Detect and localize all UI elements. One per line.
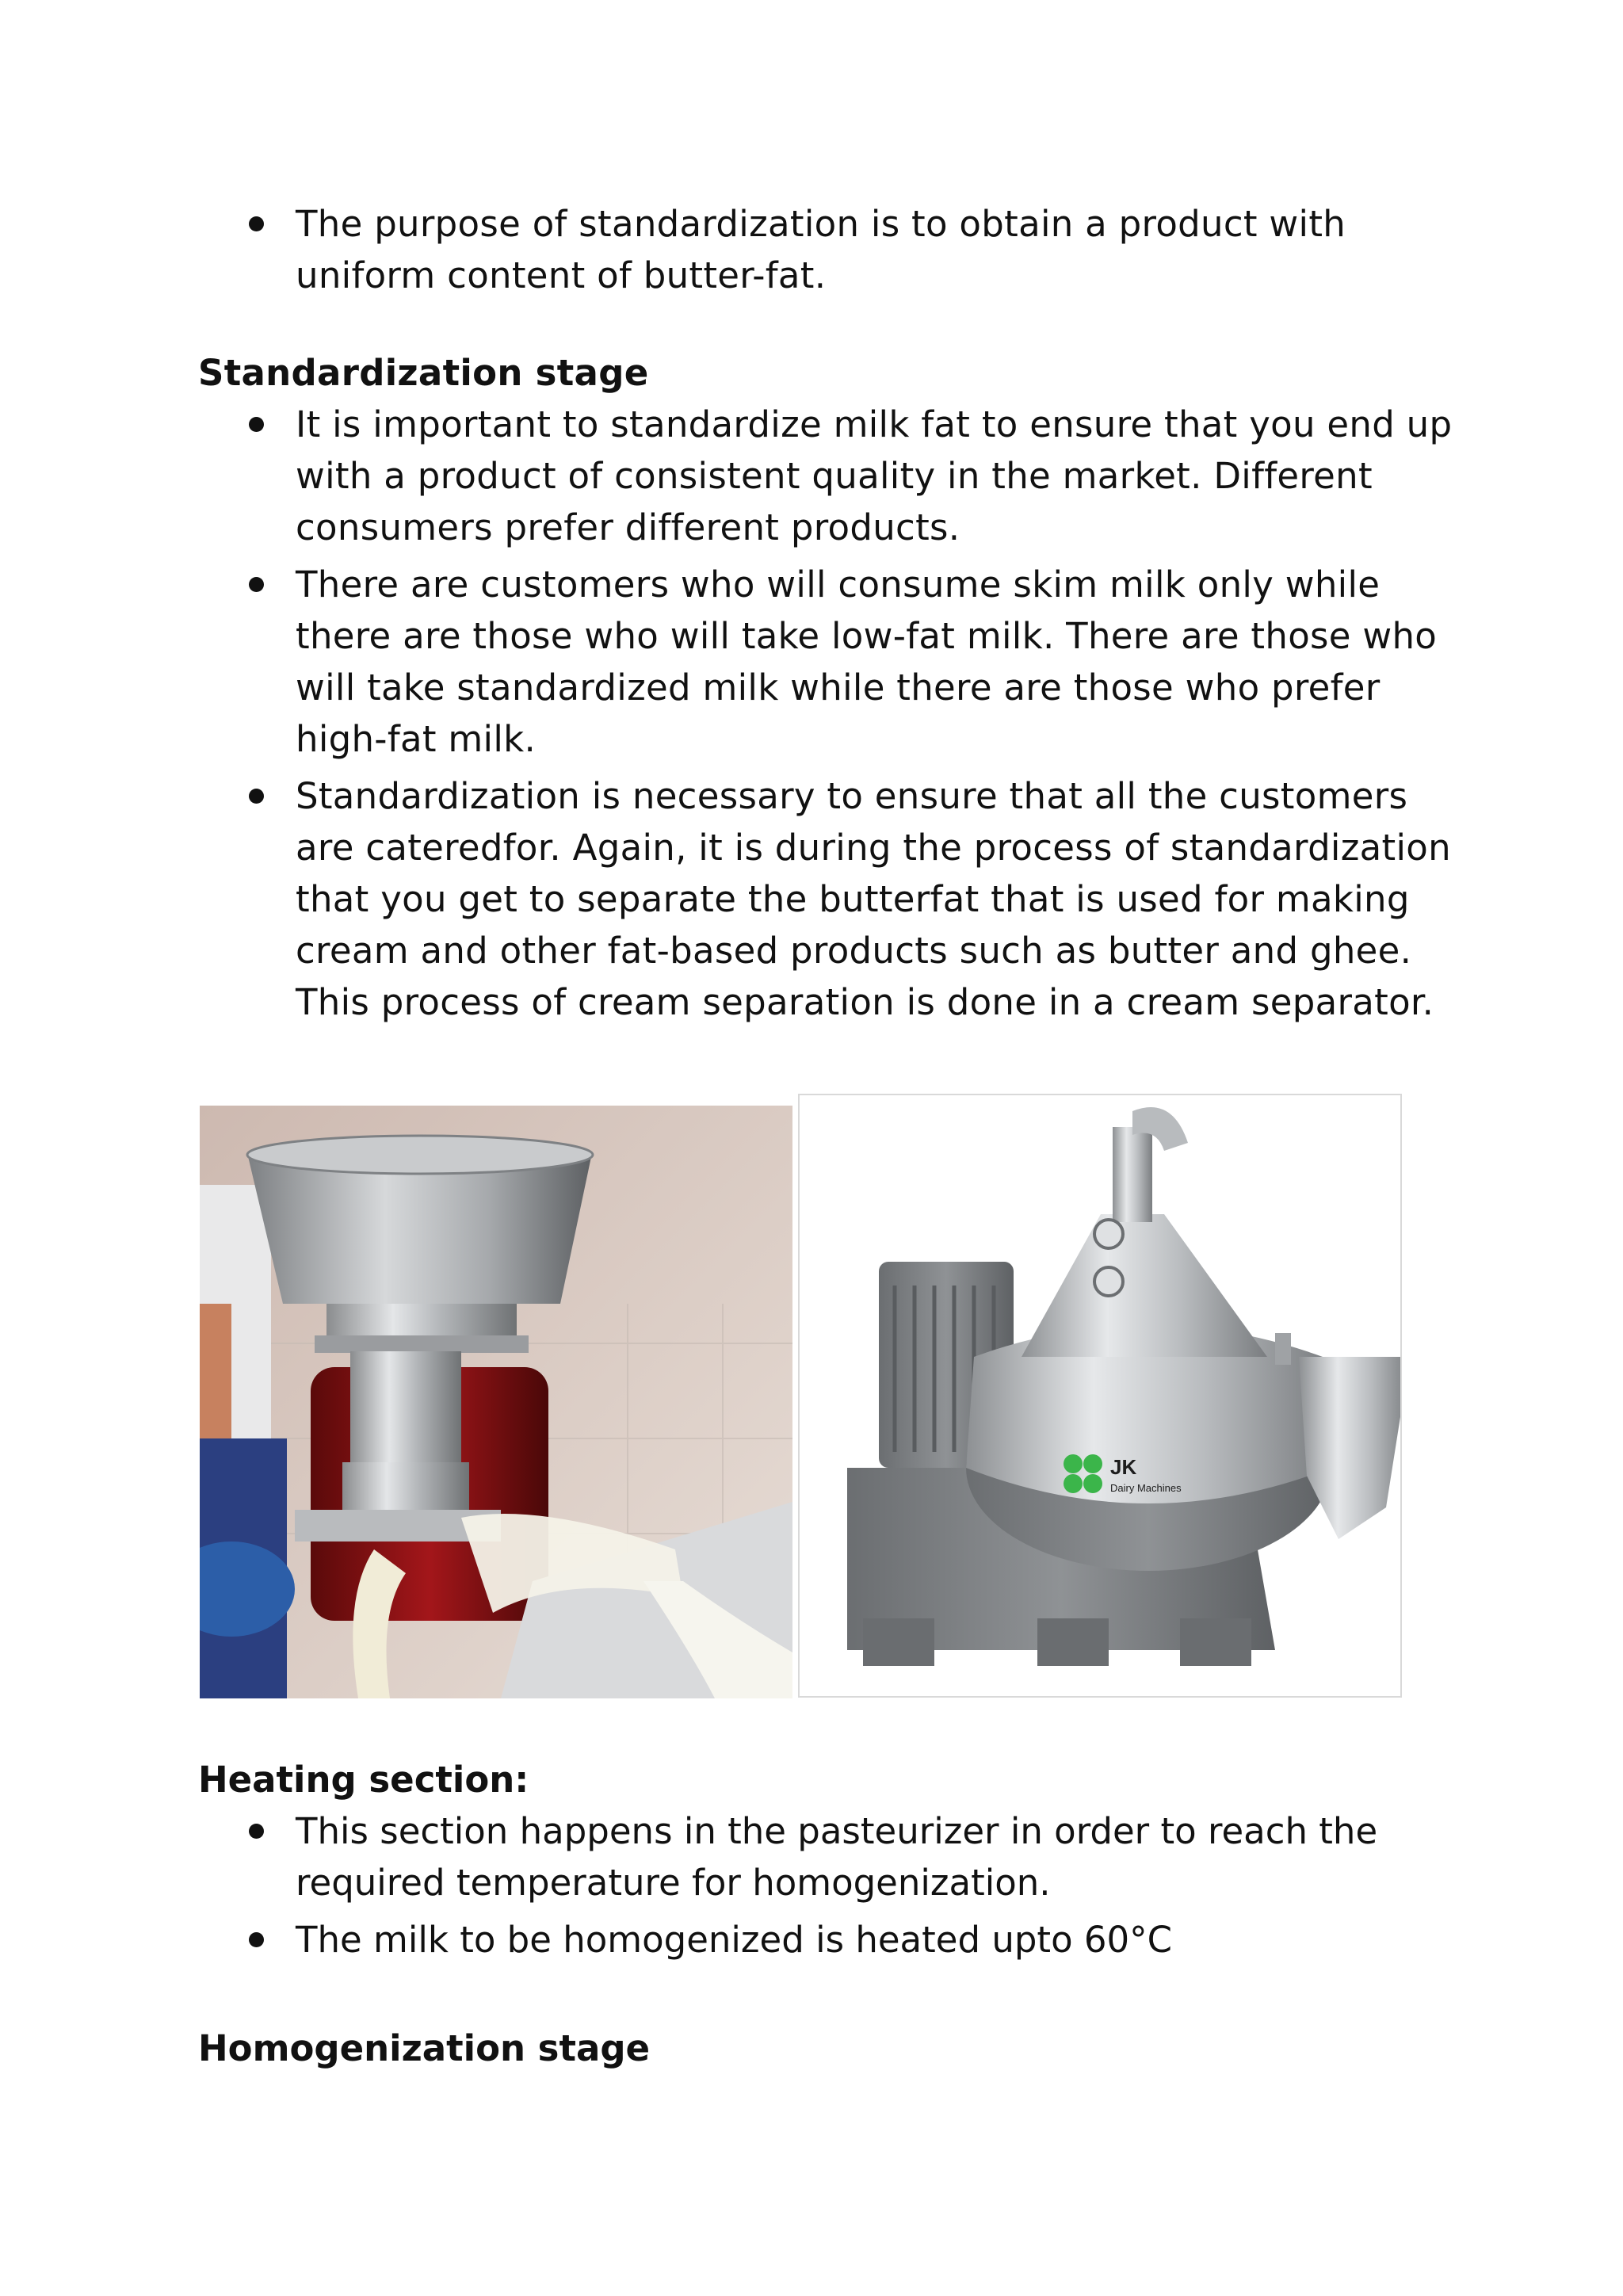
list-item (198, 399, 1466, 553)
cream-separator-photo (200, 1106, 792, 1698)
heating-section (198, 1754, 1466, 1971)
bullet-text: The purpose of standardization is to obtain a product with uniform content of butter-fat. (296, 203, 1346, 296)
bullet-icon (249, 789, 264, 804)
bullet-text: There are customers who will consume skim milk only while there are those who will take low-fat milk. There are those who will take standardized milk while there are those who prefer high-fat milk. (296, 563, 1438, 760)
homogenization-section (198, 2023, 1466, 2074)
bullet-text: It is important to standardize milk fat to ensure that you end up with a product of consistent quality in the market. Different consumers prefer different products. (296, 403, 1453, 548)
list-item (198, 1805, 1466, 1908)
list-item (198, 198, 1466, 301)
logo-text-jk: JK (1110, 1455, 1137, 1479)
section-heading-standardization: Standardization stage (198, 352, 649, 394)
bullet-text: This section happens in the pasteurizer in order to reach the required temperature for homogenization. (296, 1810, 1378, 1904)
bullet-icon (249, 577, 264, 592)
heating-bullet-list (198, 1805, 1466, 1966)
bullet-icon (249, 216, 264, 231)
image-row (200, 1094, 1404, 1700)
bullet-icon (249, 417, 264, 432)
bullet-icon (249, 1824, 264, 1839)
section-heading-heating: Heating section: (198, 1759, 529, 1801)
bullet-icon (249, 1932, 264, 1947)
main-content (198, 198, 1466, 1033)
bullet-text: Standardization is necessary to ensure that all the customers are cateredfor. Again, it is during the process of standardization that you get to separate the butterfat that is used for making cream and other fat-based products such as butter and ghee. This process of cream separation is done in a cream separator. (296, 775, 1451, 1023)
industrial-separator-photo (798, 1094, 1402, 1698)
intro-bullet-list (198, 198, 1466, 301)
list-item (198, 770, 1466, 1028)
logo-text-dairy: Dairy Machines (1110, 1482, 1182, 1494)
list-item (198, 559, 1466, 765)
list-item (198, 1914, 1466, 1966)
section-heading-homogenization: Homogenization stage (198, 2027, 651, 2069)
standardization-bullet-list (198, 399, 1466, 1028)
bullet-text: The milk to be homogenized is heated upto 60°C (296, 1919, 1173, 1961)
